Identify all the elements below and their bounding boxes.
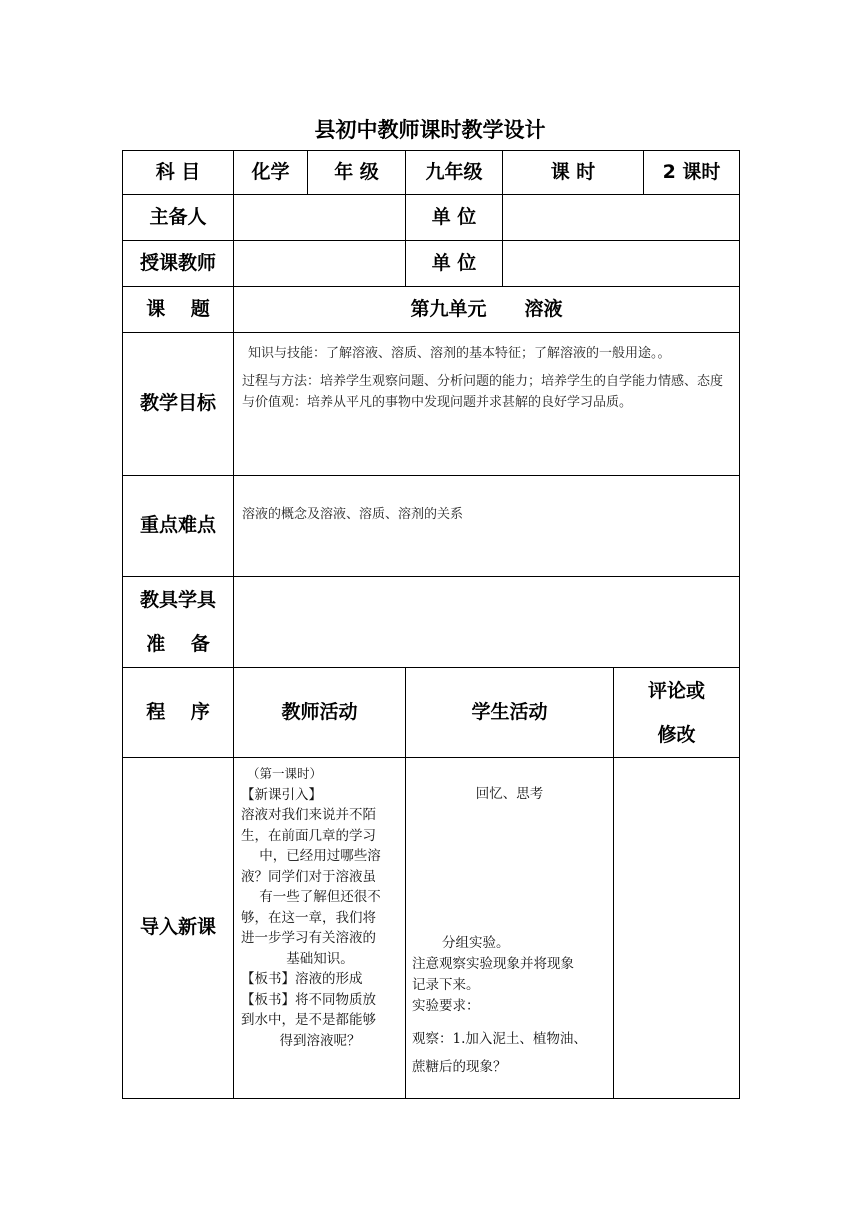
- student-text-line: 实验要求：: [412, 998, 480, 1014]
- teaching-teacher-row: [123, 241, 740, 287]
- procedure-header-row: [123, 668, 740, 758]
- lead-preparer-row: [123, 195, 740, 241]
- intro-row: [123, 758, 740, 1099]
- grade-label: 年 级: [308, 151, 406, 195]
- lead-preparer-label: 主备人: [123, 195, 234, 241]
- grade-value: 九年级: [406, 151, 503, 195]
- lesson-plan-table: [122, 150, 740, 1099]
- hours-value: 2 课时: [644, 151, 740, 195]
- lead-preparer-value: [234, 195, 406, 241]
- board-note: 【板书】将不同物质放: [241, 991, 376, 1008]
- board-note: 【板书】溶液的形成: [241, 971, 363, 987]
- new-lesson-heading: 【新课引入】: [241, 786, 322, 803]
- teacher-text-line: 得到溶液呢？: [279, 1032, 361, 1049]
- key-points-value: 溶液的概念及溶液、溶质、溶剂的关系: [234, 476, 740, 577]
- objectives-label: 教学目标: [123, 333, 234, 476]
- lead-preparer-unit-value: [503, 195, 740, 241]
- teaching-teacher-value: [234, 241, 406, 287]
- objectives-content: [234, 333, 740, 476]
- topic-row: [123, 287, 740, 333]
- intro-teacher-activity: [234, 758, 406, 1099]
- materials-value: [234, 577, 740, 668]
- page-title: 县初中教师课时教学设计: [314, 118, 546, 142]
- intro-comment: [614, 758, 740, 1099]
- comment-header-line-2: 修改: [657, 723, 696, 746]
- objectives-row: [123, 333, 740, 476]
- header-row: [123, 151, 740, 195]
- subject-label: 科 目: [123, 151, 234, 195]
- materials-row: [123, 577, 740, 668]
- intro-label: 导入新课: [123, 758, 234, 1099]
- materials-label-line-1: 教具学具: [139, 589, 216, 611]
- teacher-text-line: 有一些了解但还很不: [259, 889, 381, 905]
- teacher-text-line: 进一步学习有关溶液的: [241, 930, 376, 946]
- student-text-line: 记录下来。: [412, 977, 480, 993]
- student-activity-header: 学生活动: [406, 668, 614, 758]
- hours-label: 课 时: [503, 151, 644, 195]
- lead-preparer-unit-label: 单 位: [406, 195, 503, 241]
- teacher-text-line: 生，在前面几章的学习: [241, 827, 376, 844]
- objectives-line-1: 知识与技能：了解溶液、溶质、溶剂的基本特征；了解溶液的一般用途。。: [248, 346, 671, 361]
- student-text-line: 观察：1.加入泥土、植物油、: [412, 1031, 587, 1047]
- teacher-text-line: 液？同学们对于溶液虽: [241, 868, 376, 885]
- topic-label: 课 题: [123, 287, 234, 333]
- teacher-text-line: 中，已经用过哪些溶: [259, 848, 381, 864]
- program-header: 程 序: [123, 668, 234, 758]
- lesson-number: （第一课时）: [247, 766, 323, 781]
- teacher-text-line: 溶液对我们来说并不陌: [241, 807, 376, 823]
- materials-label-line-2: 准 备: [146, 633, 210, 655]
- teaching-teacher-unit-value: [503, 241, 740, 287]
- student-text-line: 蔗糖后的现象？: [412, 1059, 507, 1075]
- topic-value: 第九单元 溶液: [234, 287, 740, 333]
- comment-header-line-1: 评论或: [647, 679, 705, 702]
- comment-header: [614, 668, 740, 758]
- materials-label: [123, 577, 234, 668]
- student-text-line: 回忆、思考: [475, 786, 544, 802]
- key-points-row: [123, 476, 740, 577]
- key-points-label: 重点难点: [123, 476, 234, 577]
- teacher-text-line: 够，在这一章，我们将: [241, 909, 376, 926]
- student-text-line: 分组实验。: [442, 935, 510, 951]
- objectives-line-2: 过程与方法：培养学生观察问题、分析问题的能力；培养学生的自学能力情感、态度与价值观：培养从平凡的事物中发现问题并求甚解的良好学习品质。: [242, 374, 724, 410]
- teaching-teacher-label: 授课教师: [123, 241, 234, 287]
- student-text-line: 注意观察实验现象并将现象: [412, 956, 574, 972]
- teacher-activity-header: 教师活动: [234, 668, 406, 758]
- intro-student-activity: [406, 758, 614, 1099]
- teaching-teacher-unit-label: 单 位: [406, 241, 503, 287]
- subject-value: 化学: [234, 151, 308, 195]
- teacher-text-line: 到水中，是不是都能够: [241, 1012, 376, 1028]
- teacher-text-line: 基础知识。: [286, 950, 354, 967]
